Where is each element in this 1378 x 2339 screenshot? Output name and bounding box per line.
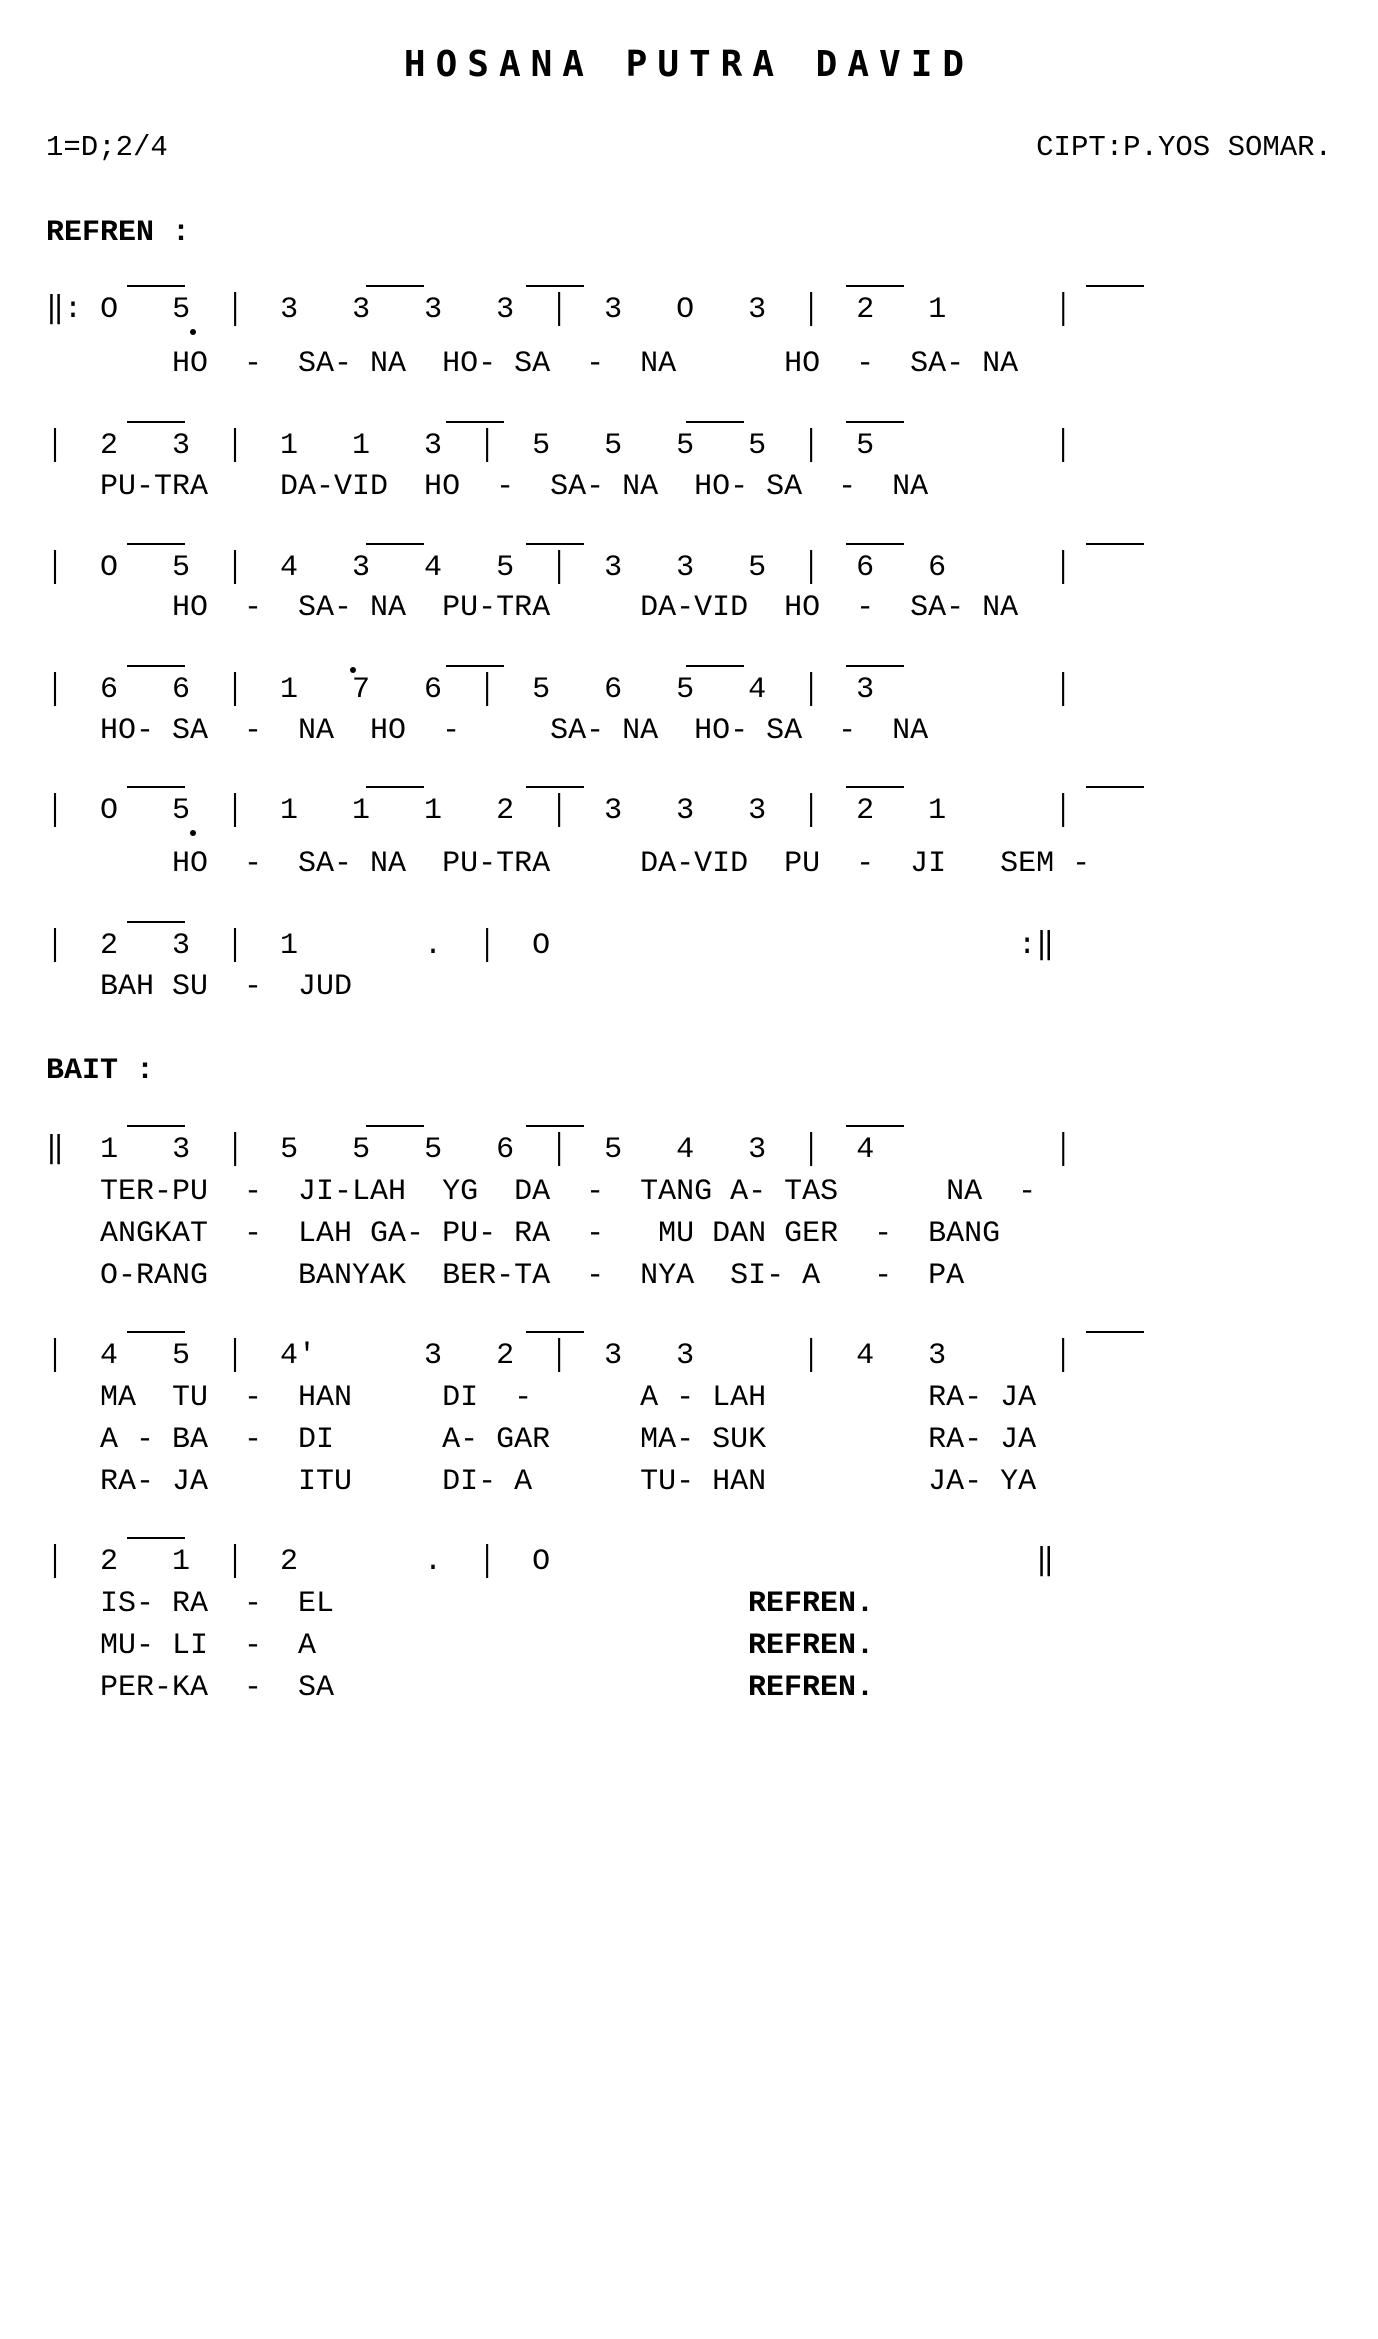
lyric-line: BAH SU - JUD [46, 970, 353, 1004]
lyric-line: HO- SA - NA HO - SA- NA HO- SA - NA [46, 714, 929, 748]
refren-cue: REFREN. [748, 1629, 875, 1663]
beam-line [1086, 543, 1144, 545]
notation-line: │ 2 1 │ 2 . │ O ‖ [46, 1545, 1055, 1579]
beam-line [366, 285, 424, 287]
lyric-line: A - BA - DI A- GAR MA- SUK RA- JA [46, 1423, 1037, 1457]
upper-octave-dot [350, 667, 356, 673]
beam-line [1086, 1331, 1144, 1333]
beam-line [127, 786, 185, 788]
beam-line [526, 786, 584, 788]
lower-octave-dot [190, 329, 196, 335]
beam-line [526, 285, 584, 287]
beam-line [846, 665, 904, 667]
beam-line [846, 786, 904, 788]
key-signature: 1=D;2/4 [46, 131, 168, 164]
beam-line [526, 1331, 584, 1333]
beam-line [446, 665, 504, 667]
notation-line: │ 4 5 │ 4' 3 2 │ 3 3 │ 4 3 │ [46, 1339, 1073, 1373]
beam-line [366, 543, 424, 545]
lyric-line: HO - SA- NA PU-TRA DA-VID PU - JI SEM - [46, 847, 1091, 881]
lyric-line: ANGKAT - LAH GA- PU- RA - MU DAN GER - BANG [46, 1217, 1001, 1251]
beam-line [846, 421, 904, 423]
beam-line [1086, 786, 1144, 788]
refren-cue: REFREN. [748, 1671, 875, 1705]
composer: CIPT:P.YOS SOMAR. [1036, 131, 1332, 164]
beam-line [127, 1537, 185, 1539]
lyric-line: RA- JA ITU DI- A TU- HAN JA- YA [46, 1465, 1037, 1499]
beam-line [526, 1125, 584, 1127]
beam-line [686, 421, 744, 423]
beam-line [127, 1331, 185, 1333]
lyric-line: TER-PU - JI-LAH YG DA - TANG A- TAS NA - [46, 1175, 1037, 1209]
lyric-line: PU-TRA DA-VID HO - SA- NA HO- SA - NA [46, 470, 929, 504]
bait-heading: BAIT : [46, 1054, 155, 1088]
notation-line: │ O 5 │ 1 1 1 2 │ 3 3 3 │ 2 1 │ [46, 794, 1073, 828]
notation-line: ‖ 1 3 │ 5 5 5 6 │ 5 4 3 │ 4 │ [46, 1133, 1073, 1167]
beam-line [127, 1125, 185, 1127]
lyric-line: MU- LI - A [46, 1629, 317, 1663]
notation-line: │ 6 6 │ 1 7 6 │ 5 6 5 4 │ 3 │ [46, 673, 1073, 707]
beam-line [366, 786, 424, 788]
lyric-line: HO - SA- NA PU-TRA DA-VID HO - SA- NA [46, 591, 1019, 625]
lyric-line: O-RANG BANYAK BER-TA - NYA SI- A - PA [46, 1259, 965, 1293]
lower-octave-dot [190, 830, 196, 836]
lyric-line: MA TU - HAN DI - A - LAH RA- JA [46, 1381, 1037, 1415]
notation-line: │ O 5 │ 4 3 4 5 │ 3 3 5 │ 6 6 │ [46, 551, 1073, 585]
beam-line [127, 543, 185, 545]
beam-line [127, 665, 185, 667]
refren-cue: REFREN. [748, 1587, 875, 1621]
beam-line [127, 421, 185, 423]
beam-line [127, 921, 185, 923]
lyric-line: IS- RA - EL [46, 1587, 335, 1621]
refren-heading: REFREN : [46, 216, 191, 250]
beam-line [846, 1125, 904, 1127]
beam-line [686, 665, 744, 667]
beam-line [1086, 285, 1144, 287]
beam-line [127, 285, 185, 287]
beam-line [446, 421, 504, 423]
beam-line [366, 1125, 424, 1127]
lyric-line: PER-KA - SA [46, 1671, 335, 1705]
lyric-line: HO - SA- NA HO- SA - NA HO - SA- NA [46, 347, 1019, 381]
song-title: HOSANA PUTRA DAVID [403, 44, 975, 85]
notation-line: ‖: O 5 │ 3 3 3 3 │ 3 O 3 │ 2 1 │ [46, 293, 1073, 327]
notation-line: │ 2 3 │ 1 1 3 │ 5 5 5 5 │ 5 │ [46, 429, 1073, 463]
beam-line [526, 543, 584, 545]
beam-line [846, 285, 904, 287]
notation-line: │ 2 3 │ 1 . │ O :‖ [46, 929, 1055, 963]
beam-line [846, 543, 904, 545]
